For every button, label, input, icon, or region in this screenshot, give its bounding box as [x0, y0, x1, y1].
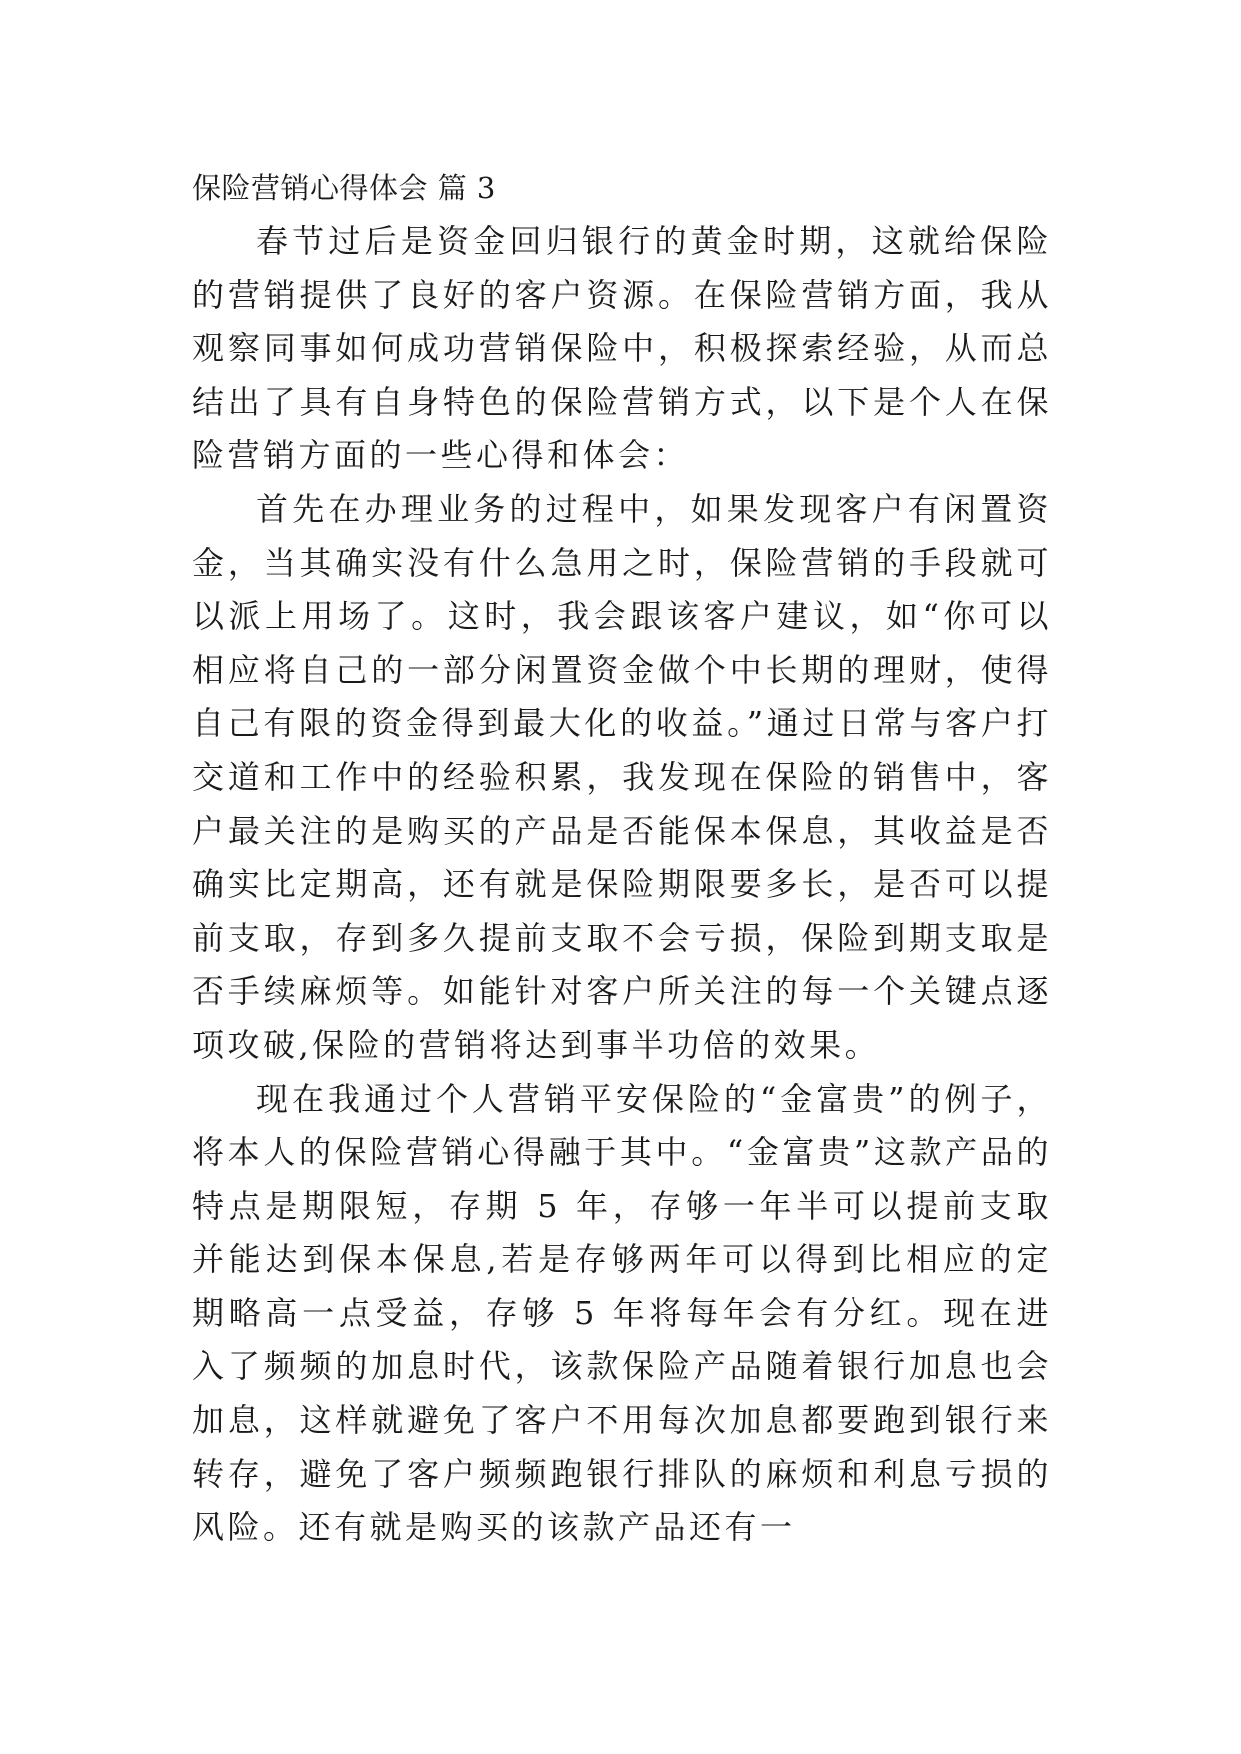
paragraph-3: 现在我通过个人营销平安保险的“金富贵”的例子，将本人的保险营销心得融于其中。“金富贵”这款产品的特点是期限短，存期 5 年，存够一年半可以提前支取并能达到保本保息,若是存够两年可以得到比相应的定期略高一点受益，存够 5 年将每年会有分红。现在进入了频频的加息时代，该款保险产品随着银行加息也会加息，这样就避免了客户不用每次加息都要跑到银行来转存，避免了客户频频跑银行排队的麻烦和利息亏损的风险。还有就是购买的该款产品还有一 — [192, 1079, 1052, 1547]
paragraph-1: 春节过后是资金回归银行的黄金时期，这就给保险的营销提供了良好的客户资源。在保险营销方面，我从观察同事如何成功营销保险中，积极探索经验，从而总结出了具有自身特色的保险营销方式，以下是个人在保险营销方面的一些心得和体会： — [192, 222, 1052, 475]
document-title: 保险营销心得体会 篇 3 — [192, 171, 496, 205]
document-body — [192, 162, 1052, 1555]
paragraph-2: 首先在办理业务的过程中，如果发现客户有闲置资金，当其确实没有什么急用之时，保险营销的手段就可以派上用场了。这时，我会跟该客户建议，如“你可以相应将自己的一部分闲置资金做个中长期的理财，使得自己有限的资金得到最大化的收益。”通过日常与客户打交道和工作中的经验积累，我发现在保险的销售中，客户最关注的是购买的产品是否能保本保息，其收益是否确实比定期高，还有就是保险期限要多长，是否可以提前支取，存到多久提前支取不会亏损，保险到期支取是否手续麻烦等。如能针对客户所关注的每一个关键点逐项攻破,保险的营销将达到事半功倍的效果。 — [192, 489, 1052, 1064]
